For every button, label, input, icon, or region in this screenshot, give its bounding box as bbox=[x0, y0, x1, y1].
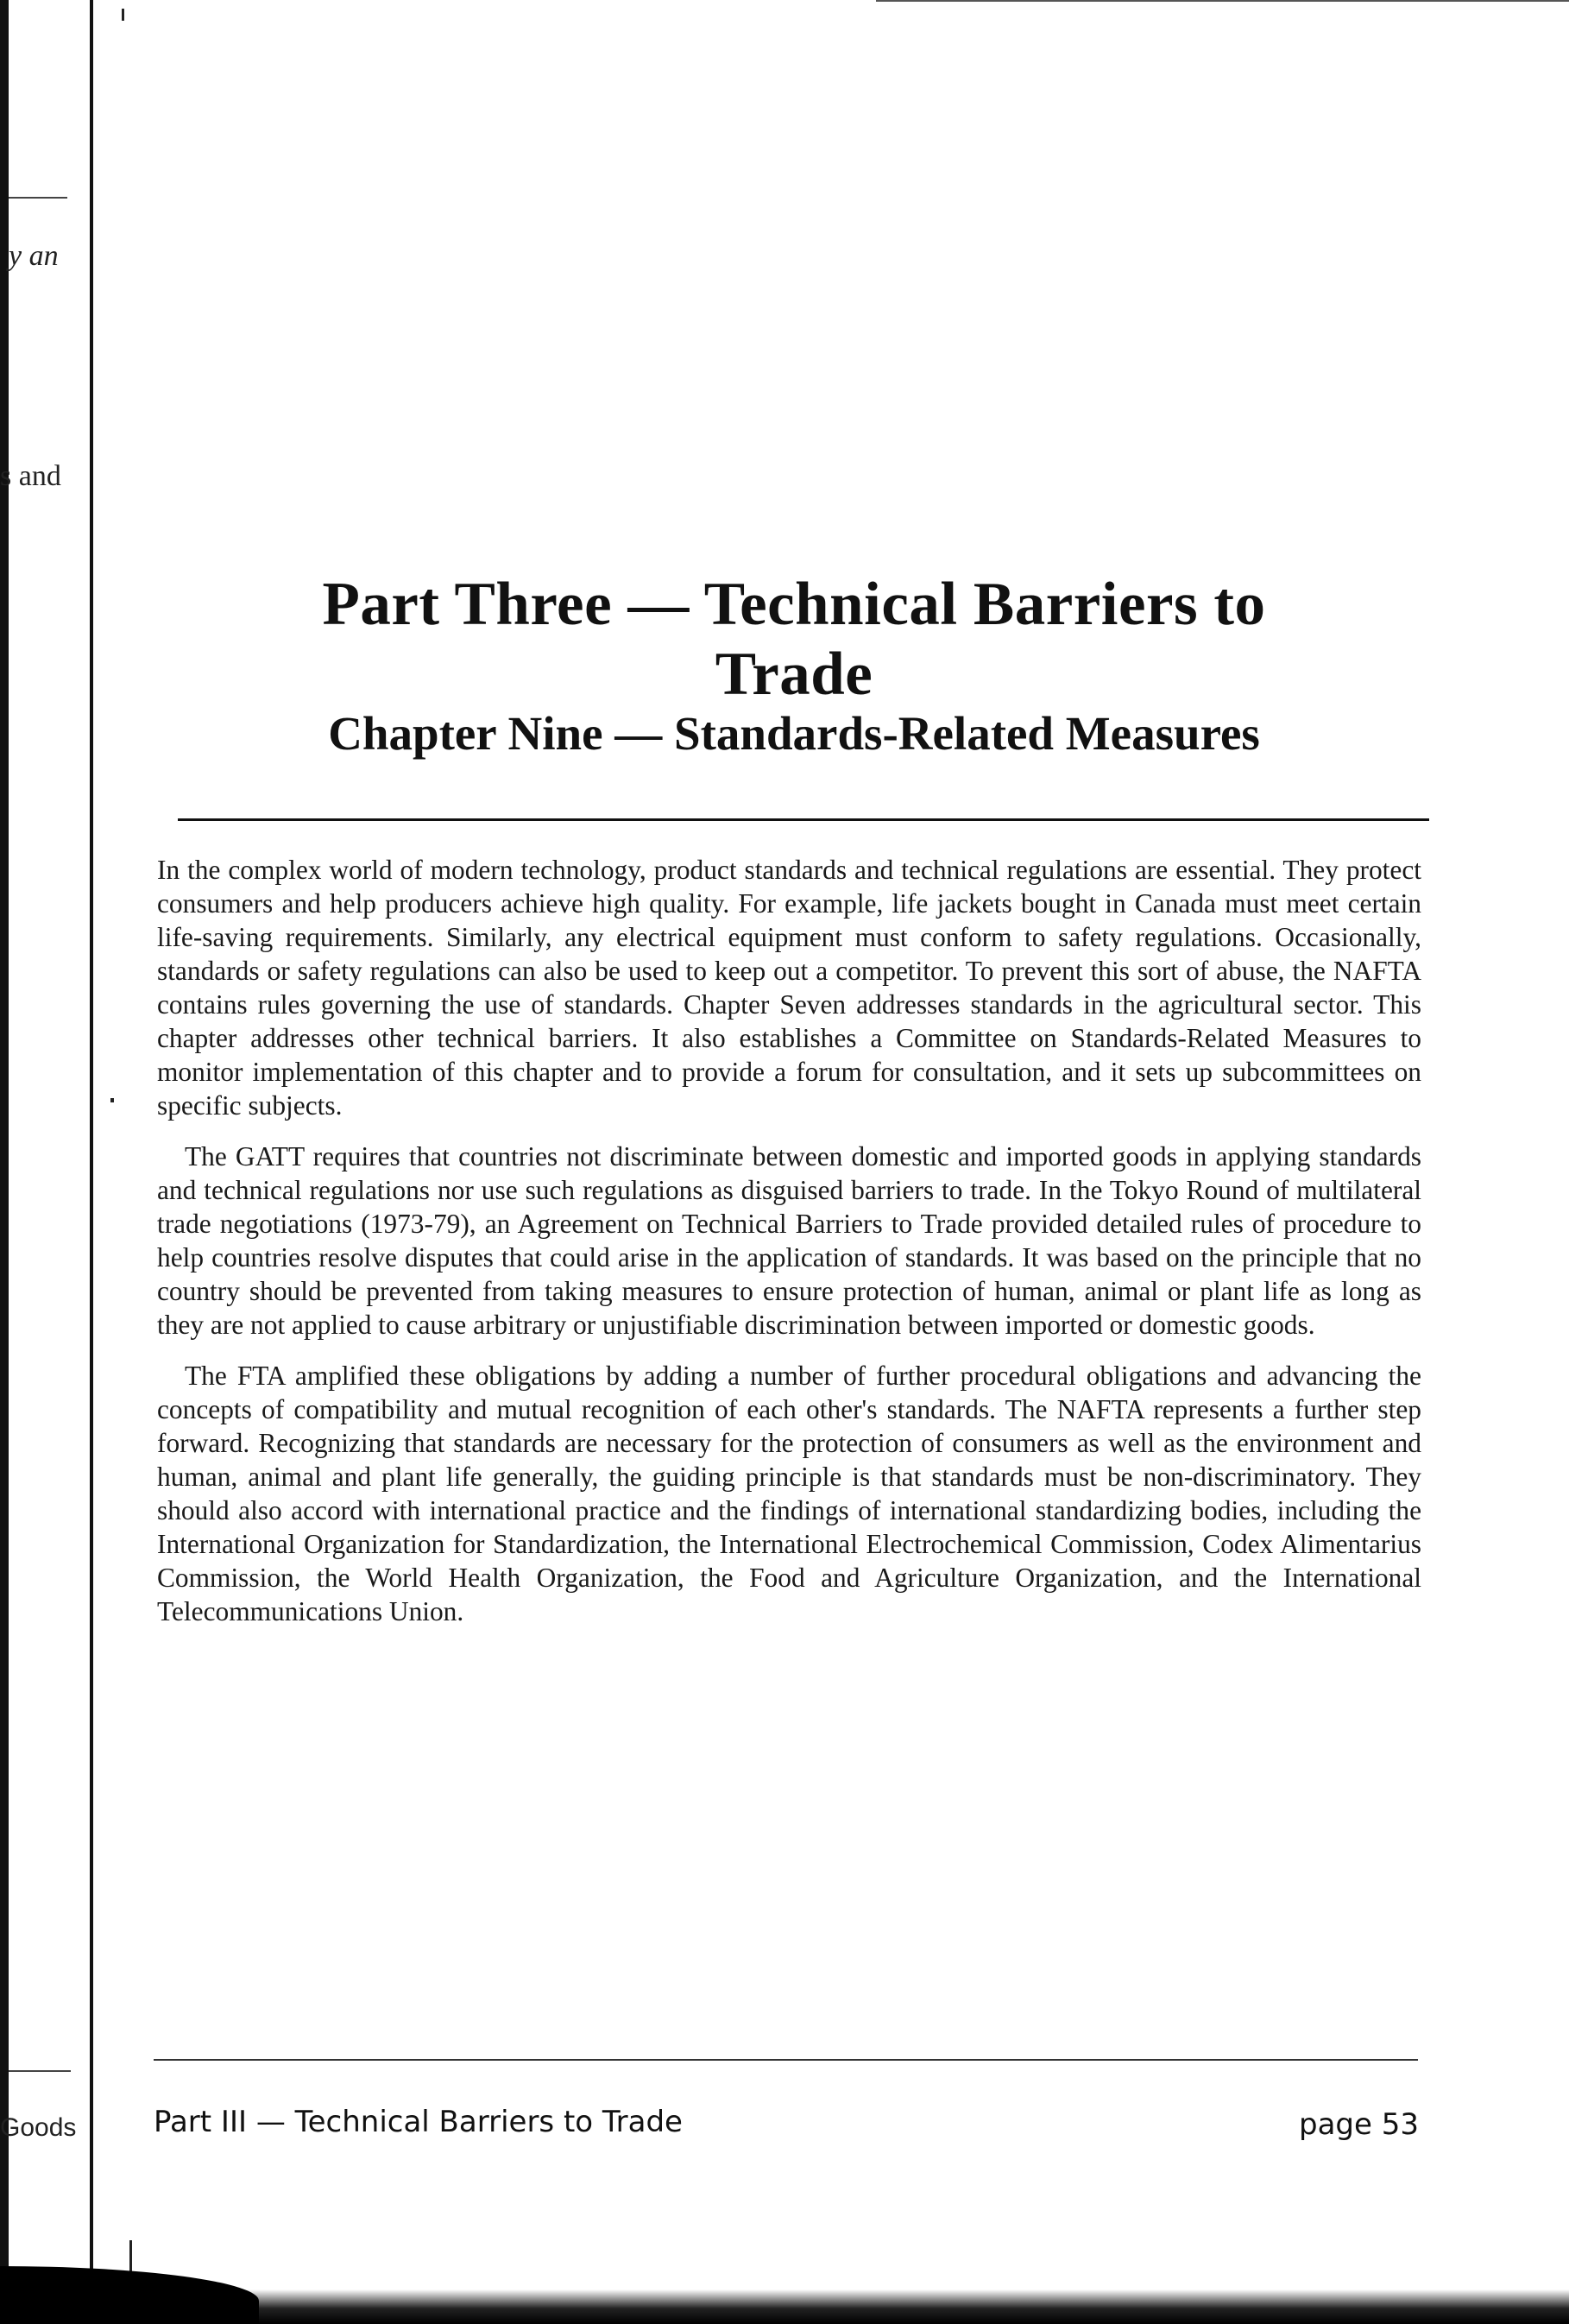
chapter-title: Chapter Nine — Standards-Related Measures bbox=[328, 707, 1260, 760]
prev-page-fragment: Goods bbox=[0, 2113, 77, 2142]
footer-section-title: Part III — Technical Barriers to Trade bbox=[154, 2105, 683, 2139]
previous-page-edge bbox=[0, 0, 93, 2324]
footer-rule bbox=[154, 2059, 1418, 2061]
prev-page-fragment: s and bbox=[0, 460, 61, 492]
title-rule bbox=[178, 818, 1429, 821]
part-title: Part Three — Technical Barriers to Trade bbox=[322, 571, 1266, 708]
scan-bottom-curve bbox=[0, 2266, 259, 2324]
paragraph: In the complex world of modern technology, product standards and technical regulations are essential. They protect consumers and help producers achieve high quality. For example, life jackets bought in Canada must meet certain life-saving requirements. Similarly, any electrical equipment must conform to safety regulations. Occasionally, standards or safety regulations can also be used to keep out a competitor. To prevent this sort of abuse, the NAFTA contains rules governing the use of standards. Chapter Seven addresses standards in the agricultural sector. This chapter addresses other technical barriers. It also establishes a Committee on Standards-Related Measures to monitor implementation of this chapter and to provide a forum for consultation, and it sets up subcommittees on specific subjects. bbox=[157, 855, 1421, 1121]
prev-page-fragment: y an bbox=[9, 240, 59, 272]
scan-speck bbox=[122, 9, 124, 21]
paragraph: The GATT requires that countries not discriminate between domestic and imported goods in applying standards and technical regulations nor use such regulations as disguised barriers to trade. In the Tokyo Round of multilateral trade negotiations (1973-79), an Agreement on Technical Barriers to Trade provided detailed rules of procedure to help countries resolve disputes that could arise in the application of standards. It was based on the principle that no country should be prevented from taking measures to ensure protection of human, animal or plant life as long as they are not applied to cause arbitrary or unjustifiable discrimination between imported or domestic goods. bbox=[157, 1141, 1421, 1340]
paragraph: The FTA amplified these obligations by adding a number of further procedural obligations and advancing the concepts of compatibility and mutual recognition of each other's standards. The NAFTA represents a further step forward. Recognizing that standards are necessary for the protection of consumers as well as the environment and human, animal and plant life generally, the guiding principle is that standards must be non-discriminatory. They should also accord with international practice and the findings of international standardizing bodies, including the International Organization for Standardization, the International Electrochemical Commission, Codex Alimentarius Commission, the World Health Organization, the Food and Agriculture Organization, and the International Telecommunications Union. bbox=[157, 1361, 1421, 1626]
body-text bbox=[157, 853, 1421, 1645]
binding-edge bbox=[0, 0, 9, 2324]
page-number: page 53 bbox=[1299, 2107, 1419, 2142]
top-edge-line bbox=[876, 0, 1569, 2]
prev-page-rule bbox=[9, 2070, 71, 2072]
page-spine bbox=[90, 0, 93, 2324]
scan-speck bbox=[110, 1098, 114, 1102]
prev-page-rule bbox=[9, 197, 67, 199]
